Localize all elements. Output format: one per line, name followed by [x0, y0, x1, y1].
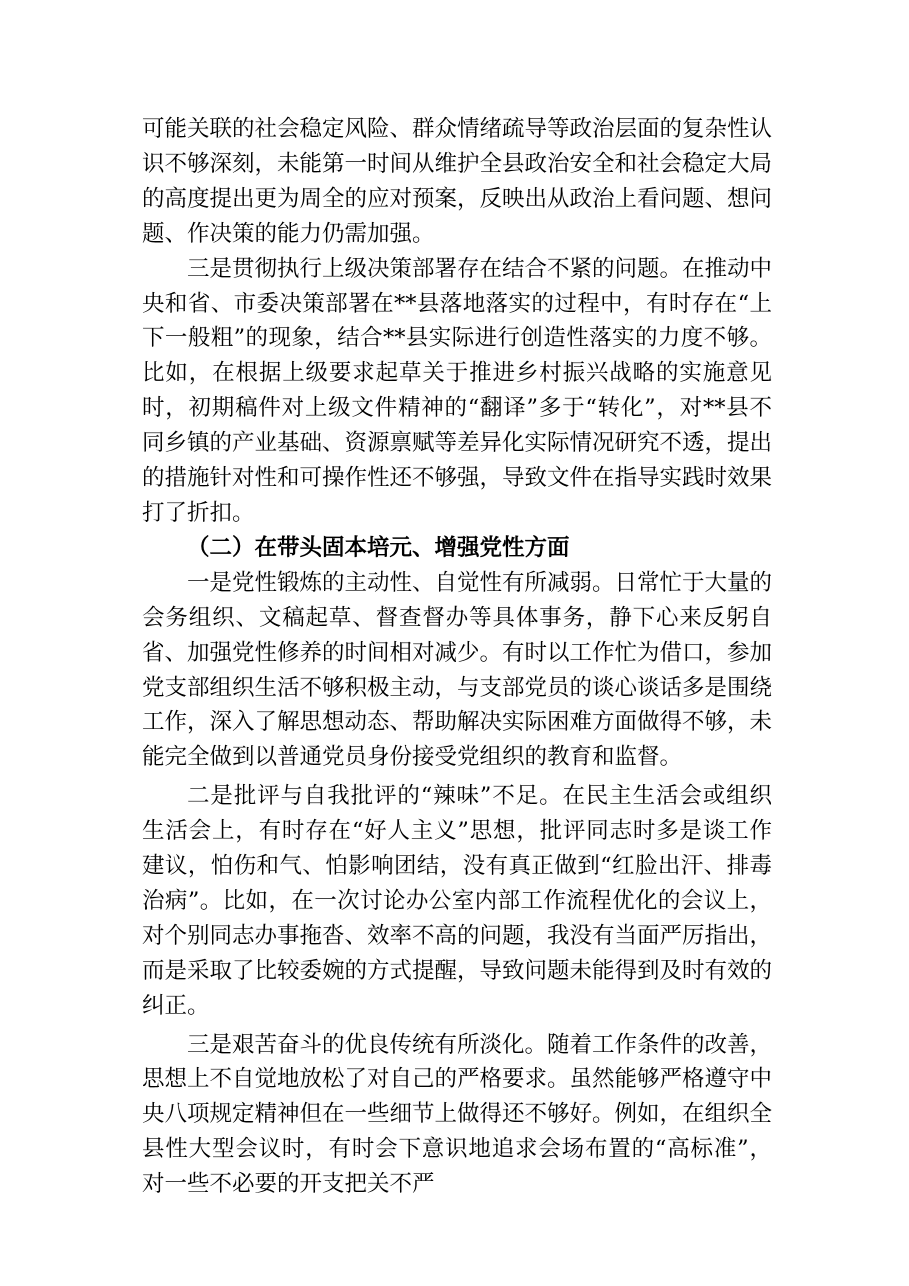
paragraph-implementation-issue: 三是贯彻执行上级决策部署存在结合不紧的问题。在推动中央和省、市委决策部署在**县落地落实的过程中，有时存在“上下一般粗”的现象，结合**县实际进行创造性落实的力度不够。比如，在根据上级要求起草关于推进乡村振兴战略的实施意见时，初期稿件对上级文件精神的“翻译”多于“转化”，对**县不同乡镇的产业基础、资源禀赋等差异化实际情况研究不透，提出的措施针对性和可操作性还不够强，导致文件在指导实践时效果打了折扣。: [142, 255, 773, 526]
paragraph-hard-work-tradition: 三是艰苦奋斗的优良传统有所淡化。随着工作条件的改善，思想上不自觉地放松了对自己的严格要求。虽然能够严格遵守中央八项规定精神但在一些细节上做得还不够好。例如，在组织全县性大型会议时，有时会下意识地追求会场布置的“高标准”，对一些不必要的开支把关不严: [142, 1031, 773, 1198]
document-body: [142, 112, 772, 1202]
paragraph-criticism: 二是批评与自我批评的“辣味”不足。在民主生活会或组织生活会上，有时存在“好人主义”思想，批评同志时多是谈工作建议，怕伤和气、怕影响团结，没有真正做到“红脸出汗、排毒治病”。比如，在一次讨论办公室内部工作流程优化的会议上，对个别同志办事拖沓、效率不高的问题，我没有当面严厉指出，而是采取了比较委婉的方式提醒，导致问题未能得到及时有效的纠正。: [142, 783, 773, 1019]
paragraph-continuation: 可能关联的社会稳定风险、群众情绪疏导等政治层面的复杂性认识不够深刻，未能第一时间从维护全县政治安全和社会稳定大局的高度提出更为周全的应对预案，反映出从政治上看问题、想问题、作决策的能力仍需加强。: [142, 116, 773, 247]
paragraph-party-training: 一是党性锻炼的主动性、自觉性有所减弱。日常忙于大量的会务组织、文稿起草、督查督办等具体事务，静下心来反躬自省、加强党性修养的时间相对减少。有时以工作忙为借口，参加党支部组织生活不够积极主动，与支部党员的谈心谈话多是围绕工作，深入了解思想动态、帮助解决实际困难方面做得不够，未能完全做到以普通党员身份接受党组织的教育和监督。: [142, 569, 773, 771]
section-heading-party-spirit: （二）在带头固本培元、增强党性方面: [187, 534, 570, 561]
